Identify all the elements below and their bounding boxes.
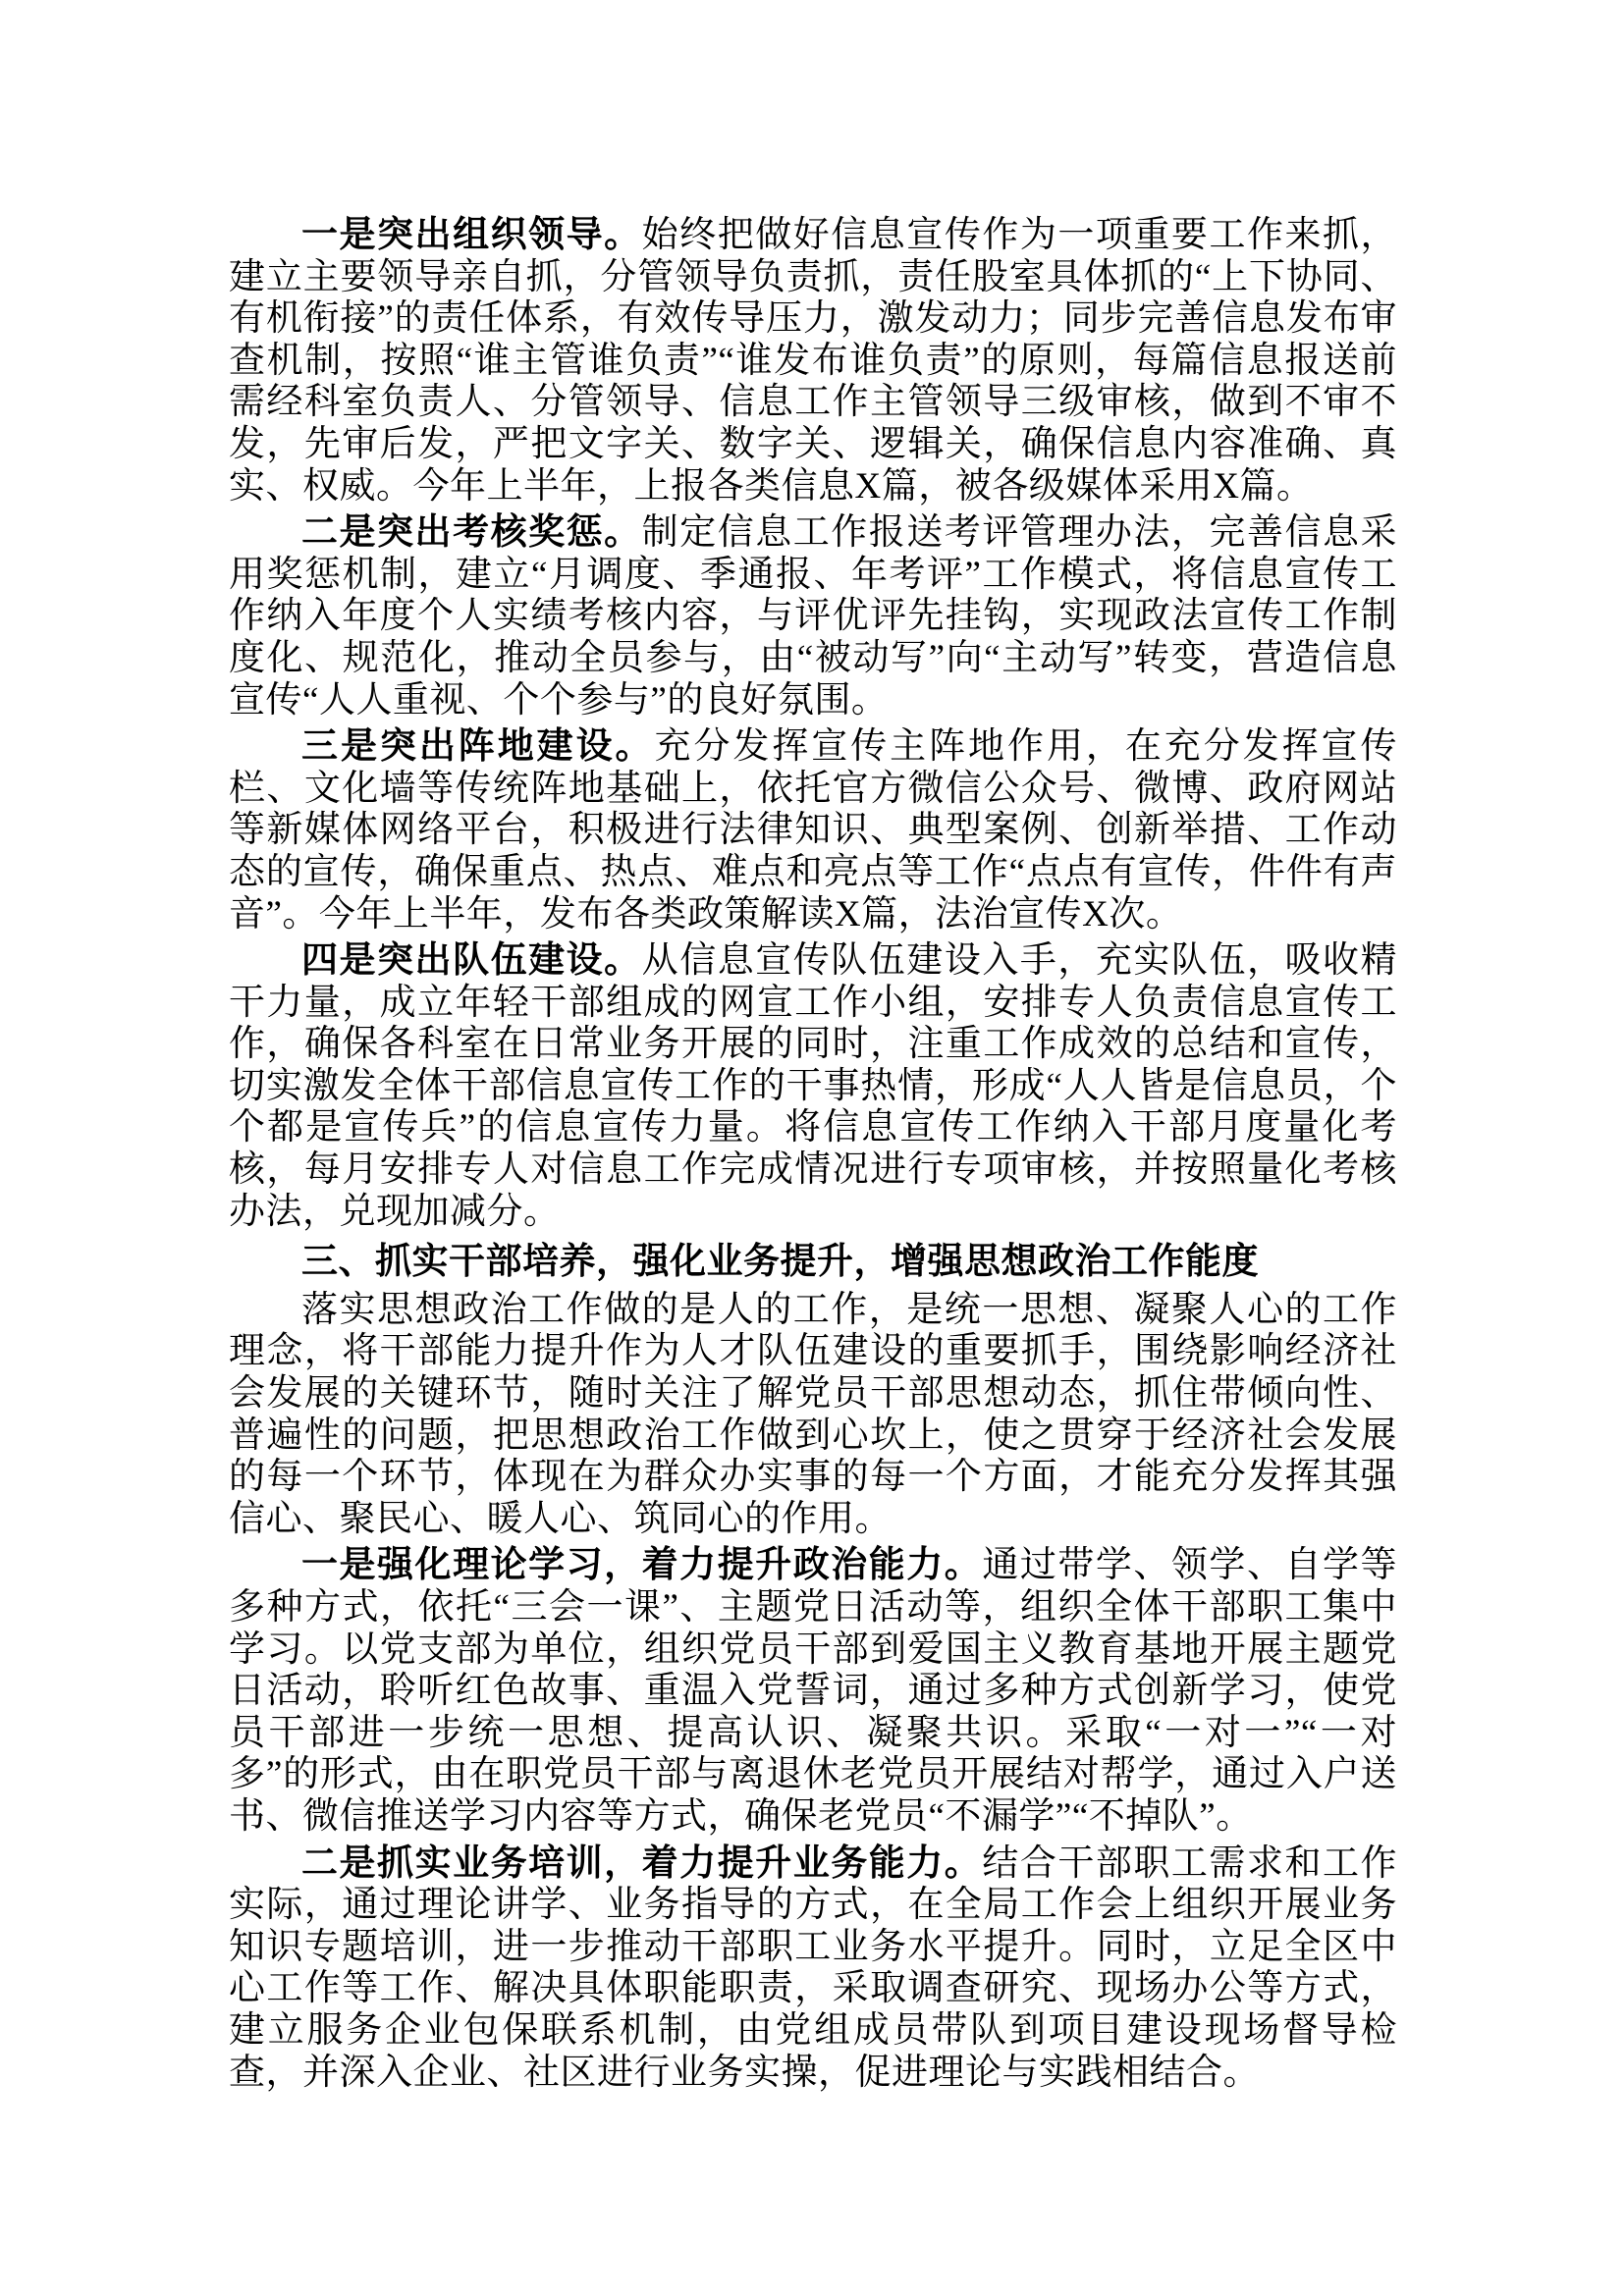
paragraph-text: 始终把做好信息宣传作为一项重要工作来抓，建立主要领导亲自抓，分管领导负责抓，责任股室具体抓的“上下协同、有机衔接”的责任体系，有效传导压力，激发动力；同步完善信息发布审查机制，按照“谁主管谁负责”“谁发布谁负责”的原则，每篇信息报送前需经科室负责人、分管领导、信息工作主管领导三级审核，做到不审不发，先审后发，严把文字关、数字关、逻辑关，确保信息内容准确、真实、权威。今年上半年，上报各类信息X篇，被各级媒体采用X篇。 bbox=[229, 215, 1398, 507]
paragraph-text: 通过带学、领学、自学等多种方式，依托“三会一课”、主题党日活动等，组织全体干部职工集中学习。以党支部为单位，组织党员干部到爱国主义教育基地开展主题党日活动，聆听红色故事、重温入党誓词，通过多种方式创新学习，使党员干部进一步统一思想、提高认识、凝聚共识。采取“一对一”“一对多”的形式，由在职党员干部与离退休老党员开展结对帮学，通过入户送书、微信推送学习内容等方式，确保老党员“不漏学”“不掉队”。 bbox=[229, 1545, 1398, 1837]
paragraph-lead: 四是突出队伍建设。 bbox=[301, 940, 642, 982]
paragraph-position-building bbox=[229, 726, 1397, 935]
section-heading-cadre-training bbox=[229, 1242, 1397, 1284]
paragraph-lead: 一是强化理论学习，着力提升政治能力。 bbox=[301, 1545, 983, 1586]
paragraph-theory-learning bbox=[229, 1545, 1397, 1838]
paragraph-text: 从信息宣传队伍建设入手，充实队伍，吸收精干力量，成立年轻干部组成的网宣工作小组，安排专人负责信息宣传工作，确保各科室在日常业务开展的同时，注重工作成效的总结和宣传，切实激发全体干部信息宣传工作的干事热情，形成“人人皆是信息员，个个都是宣传兵”的信息宣传力量。将信息宣传工作纳入干部月度量化考核，每月安排专人对信息工作完成情况进行专项审核，并按照量化考核办法，兑现加减分。 bbox=[229, 940, 1398, 1232]
paragraph-text: 充分发挥宣传主阵地作用，在充分发挥宣传栏、文化墙等传统阵地基础上，依托官方微信公众号、微博、政府网站等新媒体网络平台，积极进行法律知识、典型案例、创新举措、工作动态的宣传，确保重点、热点、难点和亮点等工作“点点有宣传，件件有声音”。今年上半年，发布各类政策解读X篇，法治宣传X次。 bbox=[229, 726, 1397, 934]
paragraph-lead: 二是突出考核奖惩。 bbox=[301, 512, 642, 554]
paragraph-lead: 一是突出组织领导。 bbox=[301, 215, 642, 255]
paragraph-ideological-work bbox=[229, 1290, 1397, 1541]
paragraph-lead: 二是抓实业务培训，着力提升业务能力。 bbox=[301, 1842, 983, 1884]
paragraph-text: 落实思想政治工作做的是人的工作，是统一思想、凝聚人心的工作理念，将干部能力提升作为人才队伍建设的重要抓手，围绕影响经济社会发展的关键环节，随时关注了解党员干部思想动态，抓住带倾向性、普遍性的问题，把思想政治工作做到心坎上，使之贯穿于经济社会发展的每一个环节，体现在为群众办实事的每一个方面，才能充分发挥其强信心、聚民心、暖人心、筑同心的作用。 bbox=[229, 1289, 1397, 1539]
paragraph-lead: 三是突出阵地建设。 bbox=[301, 726, 655, 768]
paragraph-assessment-rewards bbox=[229, 512, 1397, 721]
paragraph-text: 结合干部职工需求和工作实际，通过理论讲学、业务指导的方式，在全局工作会上组织开展业务知识专题培训，进一步推动干部职工业务水平提升。同时，立足全区中心工作等工作、解决具体职能职责，采取调查研究、现场办公等方式，建立服务企业包保联系机制，由党组成员带队到项目建设现场督导检查，并深入企业、社区进行业务实操，促进理论与实践相结合。 bbox=[229, 1842, 1398, 2093]
document-text-block bbox=[229, 215, 1397, 2099]
section-heading-text: 三、抓实干部培养，强化业务提升，增强思想政治工作能度 bbox=[301, 1242, 1259, 1283]
paragraph-team-building bbox=[229, 940, 1397, 1233]
paragraph-text: 制定信息工作报送考评管理办法，完善信息采用奖惩机制，建立“月调度、季通报、年考评”工作模式，将信息宣传工作纳入年度个人实绩考核内容，与评优评先挂钩，实现政法宣传工作制度化、规范化，推动全员参与，由“被动写”向“主动写”转变，营造信息宣传“人人重视、个个参与”的良好氛围。 bbox=[229, 512, 1398, 721]
paragraph-organization-leadership bbox=[229, 215, 1397, 507]
paragraph-business-training bbox=[229, 1843, 1397, 2095]
